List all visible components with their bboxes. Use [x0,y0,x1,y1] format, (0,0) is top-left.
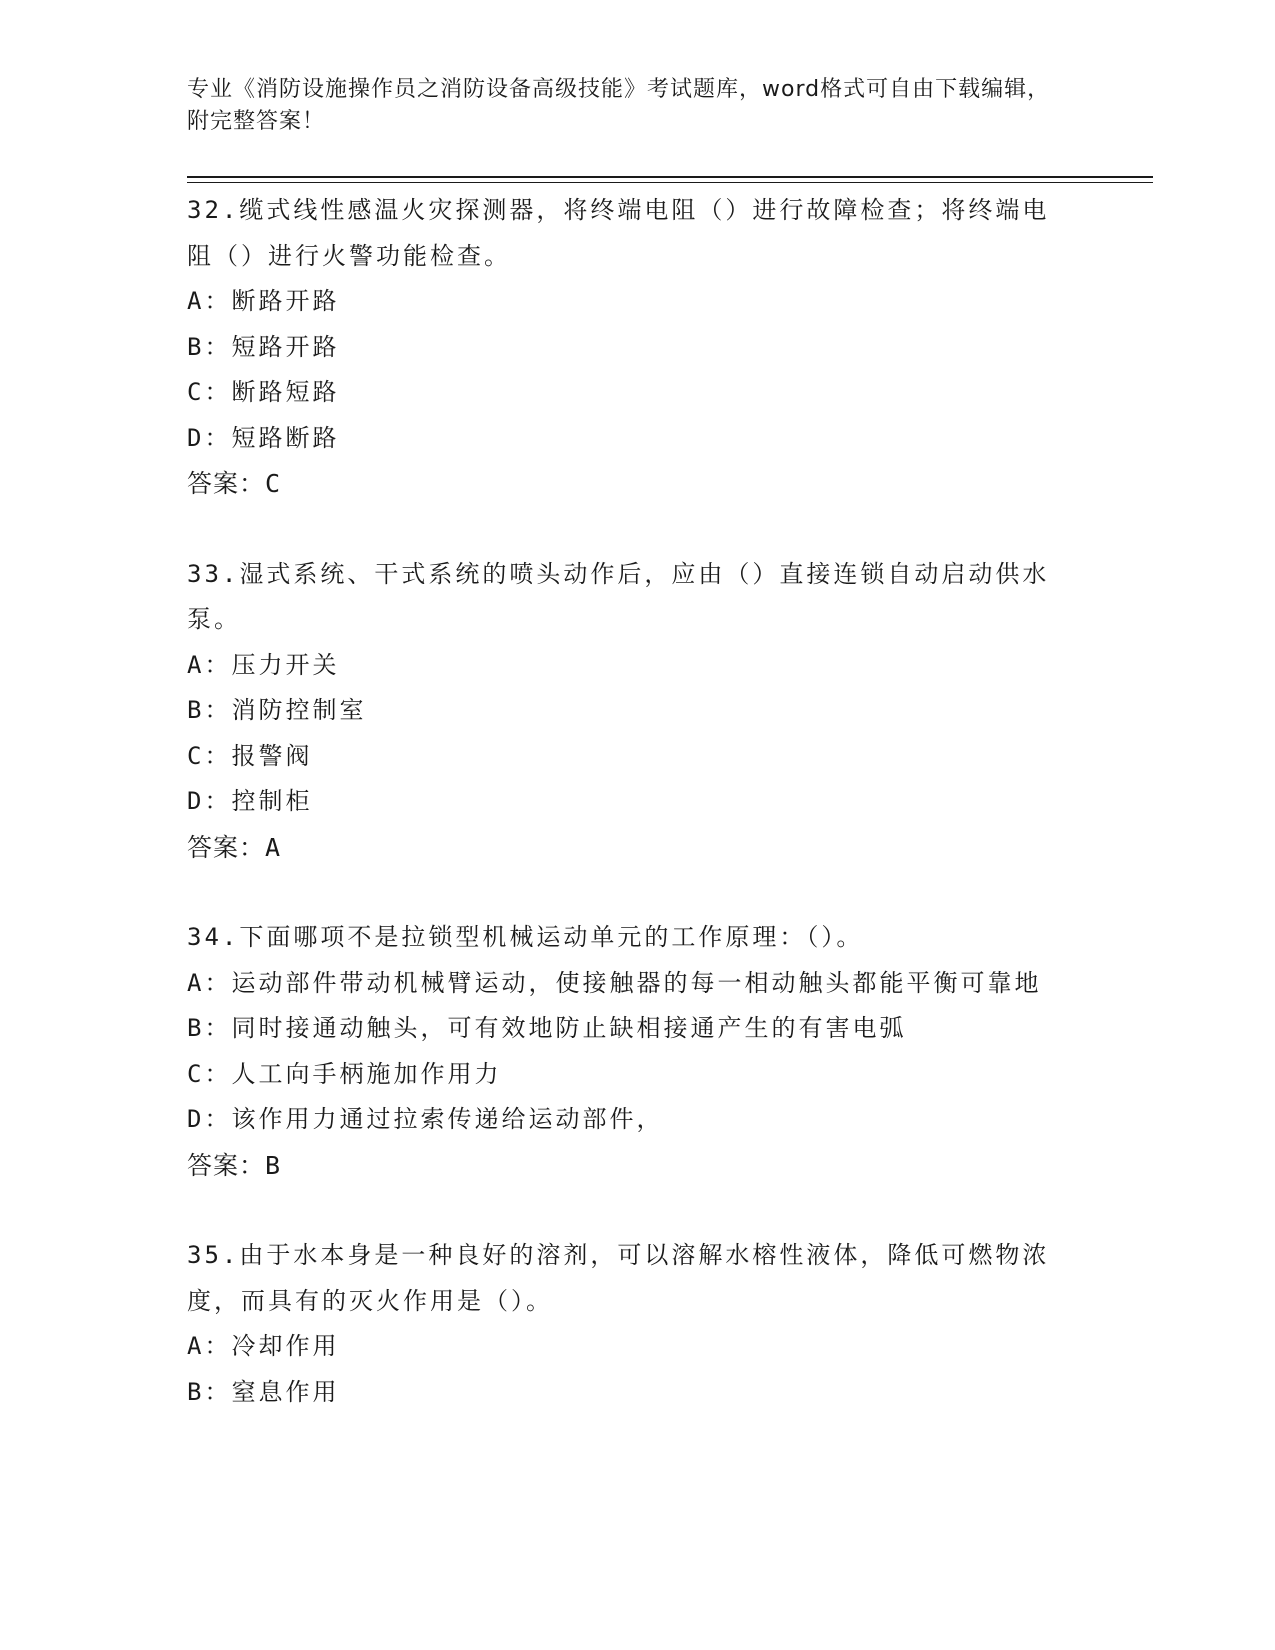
question-text: 33.湿式系统、干式系统的喷头动作后，应由（）直接连锁自动启动供水泵。 [187,559,1050,633]
answer-label: 答案： [187,832,266,862]
option-d: D：控制柜 [187,787,313,815]
header-text: 专业《消防设施操作员之消防设备高级技能》考试题库，word格式可自由下载编辑，附完整答案！ [187,77,1051,134]
question-text: 34.下面哪项不是拉锁型机械运动单元的工作原理：（）。 [187,923,864,951]
question-33 [187,552,1067,871]
question-34 [187,915,1067,1188]
option-a: A：运动部件带动机械臂运动，使接触器的每一相动触头都能平衡可靠地 [187,968,1042,997]
option-a: A：断路开路 [187,287,340,315]
header-divider-thin [187,182,1153,183]
option-c: C：人工向手柄施加作用力 [187,1059,502,1088]
option-a: A：冷却作用 [187,1332,340,1360]
question-list [187,188,1067,1460]
option-d: D：该作用力通过拉索传递给运动部件， [187,1105,664,1133]
document-header [187,74,1067,138]
option-d: D：短路断路 [187,423,340,452]
option-c: C：报警阀 [187,741,313,770]
option-c: C：断路短路 [187,378,340,406]
question-32 [187,188,1067,507]
answer-label: 答案： [187,1150,266,1180]
question-35 [187,1233,1067,1415]
question-text: 32.缆式线性感温火灾探测器，将终端电阻（）进行故障检查；将终端电阻（）进行火警功能检查。 [187,196,1050,270]
option-b: B：窒息作用 [187,1377,340,1406]
answer-line [187,1143,1067,1189]
answer-line [187,825,1067,871]
option-b: B：同时接通动触头，可有效地防止缺相接通产生的有害电弧 [187,1014,907,1042]
option-b: B：短路开路 [187,332,340,361]
answer-line [187,461,1067,507]
answer-letter: C [265,469,281,498]
answer-letter: A [265,832,281,862]
answer-letter: B [265,1150,281,1180]
question-text: 35.由于水本身是一种良好的溶剂，可以溶解水榕性液体，降低可燃物浓度，而具有的灭火作用是（）。 [187,1241,1050,1315]
option-a: A：压力开关 [187,650,340,679]
answer-label: 答案： [187,469,266,498]
header-divider-thick [187,176,1153,178]
option-b: B：消防控制室 [187,696,367,724]
